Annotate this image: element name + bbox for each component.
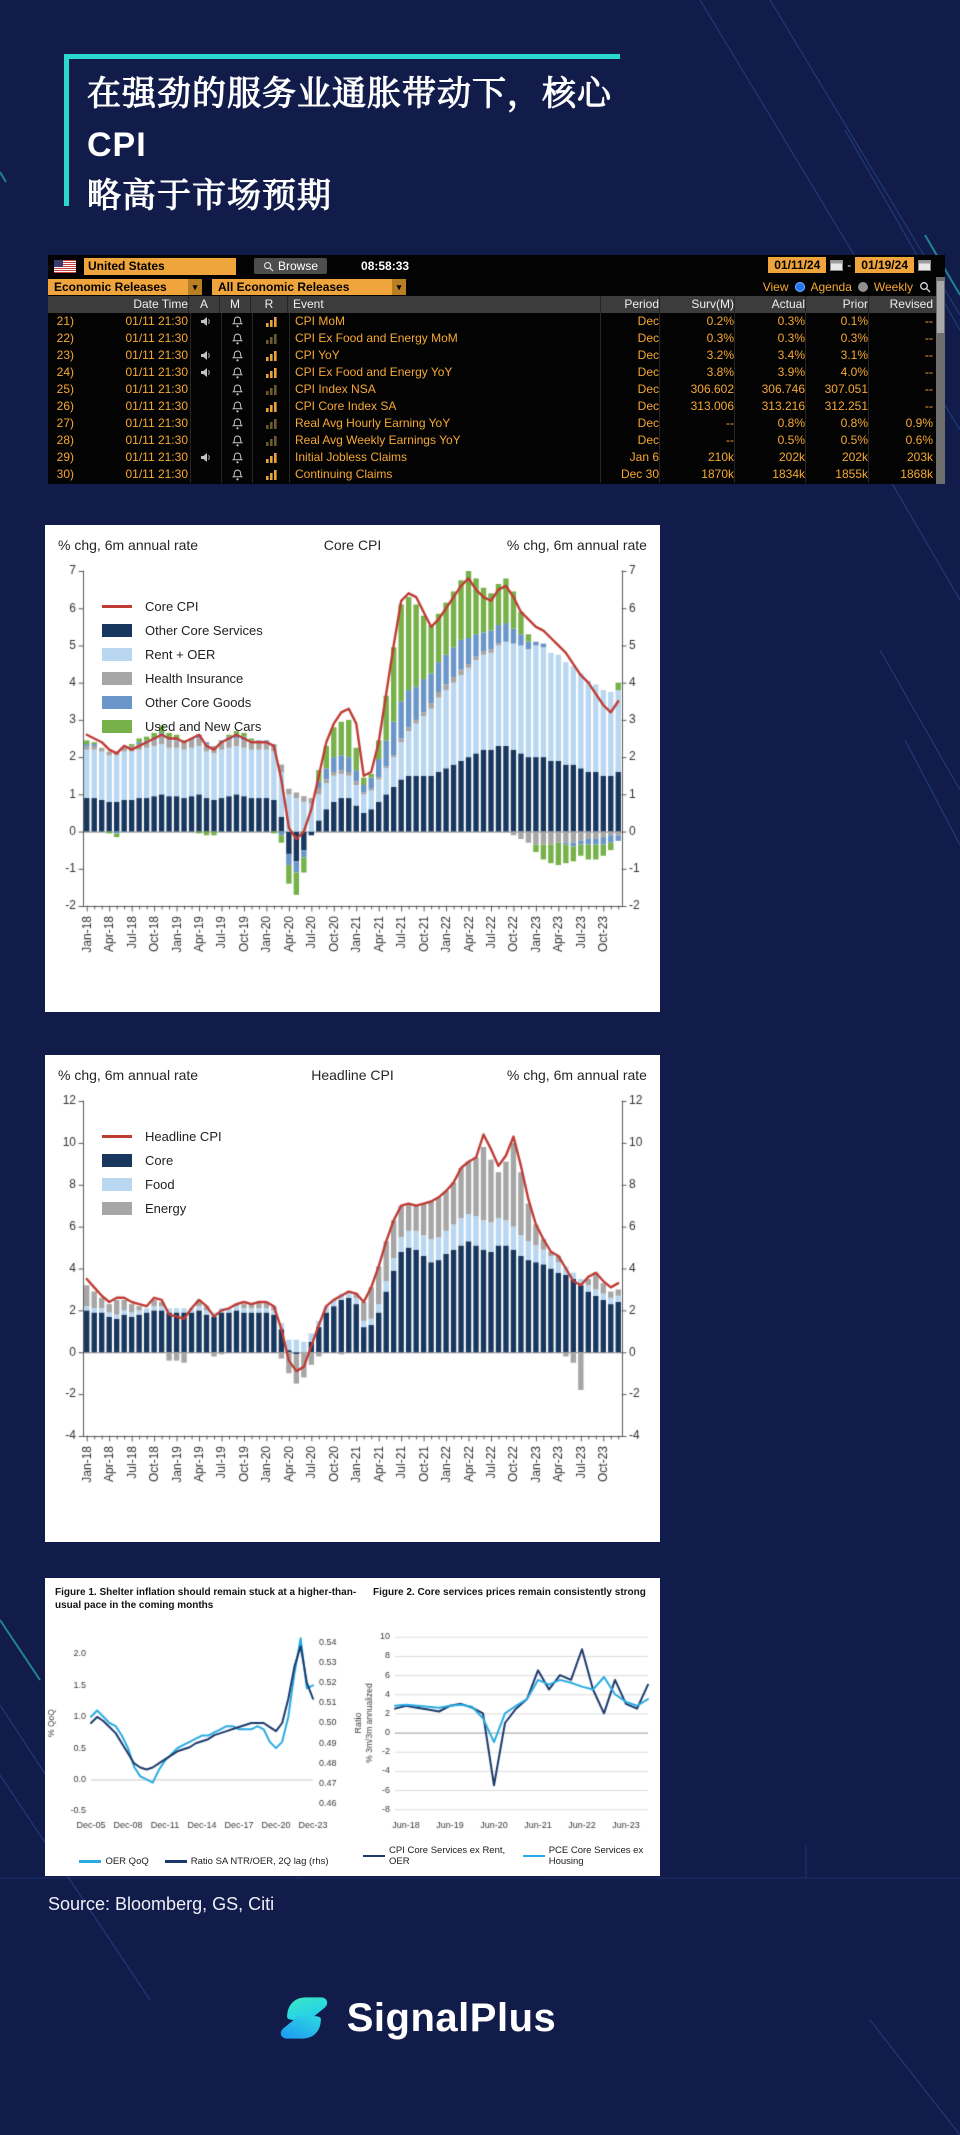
period-value: Dec — [600, 330, 659, 347]
legend-item — [102, 647, 263, 662]
legend-label: Rent + OER — [145, 647, 216, 662]
date-to-field[interactable]: 01/19/24 — [855, 257, 914, 273]
view-mode-controls — [763, 280, 931, 294]
terminal-filterbar — [48, 277, 945, 296]
table-row[interactable] — [48, 347, 945, 364]
row-number: 30) — [56, 467, 74, 481]
y-axis-label-left: % chg, 6m annual rate — [58, 1067, 199, 1083]
legend-label: Core — [145, 1153, 174, 1168]
view-label: View — [762, 279, 789, 294]
column-header-event[interactable]: Event — [287, 296, 600, 313]
vertical-scrollbar[interactable] — [936, 277, 945, 484]
row-number: 23) — [56, 348, 74, 362]
chart-title: Headline CPI — [311, 1067, 394, 1083]
release-type-select[interactable]: Economic Releases ▾ — [48, 279, 202, 295]
date-separator: - — [847, 258, 852, 272]
event-name: CPI MoM — [289, 313, 600, 330]
table-row[interactable] — [48, 364, 945, 381]
period-value: Jan 6 — [600, 449, 659, 466]
legend-label: Ratio SA NTR/OER, 2Q lag (rhs) — [190, 1856, 329, 1867]
legend-label: CPI Core Services ex Rent, OER — [389, 1845, 506, 1867]
column-header-surv[interactable]: Surv(M) — [659, 296, 734, 313]
row-number: 21) — [56, 314, 74, 328]
actual-value: 0.5% — [734, 432, 805, 449]
legend-swatch — [102, 696, 132, 709]
period-value: Dec — [600, 313, 659, 330]
column-header-datetime[interactable]: Date Time — [133, 297, 188, 311]
actual-value: 306.746 — [734, 381, 805, 398]
bell-icon — [232, 367, 243, 379]
search-icon[interactable] — [919, 281, 931, 293]
prior-value: 202k — [805, 449, 868, 466]
prior-value: 3.1% — [805, 347, 868, 364]
legend-swatch — [102, 1202, 132, 1215]
legend-item — [102, 1201, 222, 1216]
event-name: Real Avg Weekly Earnings YoY — [289, 432, 600, 449]
legend-item — [165, 1856, 329, 1867]
bell-icon — [232, 452, 243, 464]
speaker-icon — [200, 350, 212, 361]
prior-value: 307.051 — [805, 381, 868, 398]
row-number: 25) — [56, 382, 74, 396]
row-number: 27) — [56, 416, 74, 430]
actual-value: 313.216 — [734, 398, 805, 415]
row-number: 26) — [56, 399, 74, 413]
us-flag-icon — [54, 260, 76, 273]
figure2-core-services — [363, 1578, 660, 1876]
report-title-block — [64, 54, 639, 222]
row-datetime: 01/11 21:30 — [125, 433, 188, 447]
column-header-a[interactable]: A — [188, 296, 219, 313]
figure-title: Figure 2. Core services prices remain consistently strong — [373, 1587, 646, 1598]
speaker-icon — [200, 452, 212, 463]
legend-label: Other Core Goods — [145, 695, 252, 710]
calendar-icon[interactable] — [918, 259, 931, 271]
table-row[interactable] — [48, 398, 945, 415]
chart-legend — [102, 599, 263, 734]
legend-label: Energy — [145, 1201, 187, 1216]
legend-swatch — [102, 720, 132, 733]
prior-value: 1855k — [805, 466, 868, 483]
clock-time: 08:58:33 — [361, 259, 410, 273]
event-name: CPI YoY — [289, 347, 600, 364]
brand-name: SignalPlus — [346, 1995, 557, 2040]
table-row[interactable] — [48, 330, 945, 347]
bar-chart-icon — [265, 350, 278, 361]
legend-item — [523, 1845, 660, 1867]
bell-icon — [232, 316, 243, 328]
row-datetime: 01/11 21:30 — [125, 450, 188, 464]
survey-value: -- — [659, 415, 734, 432]
headline-cpi-chart-panel — [45, 1055, 660, 1542]
bell-icon — [232, 469, 243, 481]
calendar-icon[interactable] — [830, 259, 843, 271]
actual-value: 0.8% — [734, 415, 805, 432]
bell-icon — [232, 418, 243, 430]
table-row[interactable] — [48, 313, 945, 330]
bar-chart-icon — [265, 435, 278, 446]
legend-swatch — [102, 672, 132, 685]
table-row[interactable] — [48, 449, 945, 466]
figure2-canvas — [363, 1622, 660, 1848]
y-axis-label-right: % chg, 6m annual rate — [506, 1067, 647, 1083]
figure-title: Figure 1. Shelter inflation should remain stuck at a higher-than-usual pace in the coming months — [55, 1587, 357, 1611]
figure1-canvas — [45, 1622, 363, 1848]
brand-logo — [0, 1988, 895, 2048]
event-name: CPI Ex Food and Energy MoM — [289, 330, 600, 347]
legend-item — [102, 599, 263, 614]
date-range — [768, 257, 931, 273]
column-header-revised[interactable]: Revised — [868, 296, 945, 313]
bar-chart-icon — [265, 316, 278, 327]
row-number: 29) — [56, 450, 74, 464]
event-name: Real Avg Hourly Earning YoY — [289, 415, 600, 432]
revised-value: -- — [868, 381, 945, 398]
prior-value: 0.5% — [805, 432, 868, 449]
row-number: 24) — [56, 365, 74, 379]
legend-swatch — [102, 624, 132, 637]
figure-legend — [45, 1856, 363, 1867]
period-value: Dec — [600, 347, 659, 364]
column-header-m[interactable]: M — [219, 296, 250, 313]
row-datetime: 01/11 21:30 — [125, 348, 188, 362]
column-header-prior[interactable]: Prior — [805, 296, 868, 313]
date-from-field[interactable]: 01/11/24 — [768, 257, 826, 273]
legend-label: Core CPI — [145, 599, 199, 614]
actual-value: 1834k — [734, 466, 805, 483]
page-title-line2: 略高于市场预期 — [87, 177, 332, 215]
legend-item — [102, 695, 263, 710]
legend-swatch — [102, 605, 132, 608]
legend-swatch — [363, 1855, 385, 1858]
source-note: Source: Bloomberg, GS, Citi — [48, 1894, 275, 1914]
agenda-label: Agenda — [810, 279, 852, 294]
row-datetime: 01/11 21:30 — [125, 331, 188, 345]
table-row[interactable] — [48, 415, 945, 432]
survey-value: -- — [659, 432, 734, 449]
survey-value: 0.2% — [659, 313, 734, 330]
country-field[interactable]: United States — [84, 258, 236, 275]
period-value: Dec — [600, 364, 659, 381]
search-icon — [263, 261, 274, 272]
legend-swatch — [79, 1860, 101, 1863]
revised-value: 203k — [868, 449, 945, 466]
bell-icon — [232, 333, 243, 345]
event-name: CPI Core Index SA — [289, 398, 600, 415]
row-datetime: 01/11 21:30 — [125, 467, 188, 481]
survey-value: 3.2% — [659, 347, 734, 364]
survey-value: 210k — [659, 449, 734, 466]
terminal-topbar — [48, 255, 945, 277]
legend-swatch — [165, 1860, 187, 1863]
actual-value: 3.9% — [734, 364, 805, 381]
legend-label: Used and New Cars — [145, 719, 262, 734]
figure-legend — [363, 1845, 660, 1867]
prior-value: 4.0% — [805, 364, 868, 381]
row-datetime: 01/11 21:30 — [125, 399, 188, 413]
legend-swatch — [102, 1178, 132, 1191]
table-row[interactable] — [48, 466, 945, 483]
y-axis-label-left: % chg, 6m annual rate — [58, 537, 199, 553]
speaker-icon — [200, 316, 212, 327]
bell-icon — [232, 435, 243, 447]
y-axis-label-right: % chg, 6m annual rate — [506, 537, 647, 553]
survey-value: 0.3% — [659, 330, 734, 347]
row-number: 28) — [56, 433, 74, 447]
revised-value: -- — [868, 347, 945, 364]
revised-value: 0.6% — [868, 432, 945, 449]
period-value: Dec — [600, 398, 659, 415]
chart-title: Core CPI — [323, 537, 382, 553]
row-datetime: 01/11 21:30 — [125, 314, 188, 328]
chevron-down-icon: ▾ — [188, 279, 202, 295]
row-number: 22) — [56, 331, 74, 345]
bell-icon — [232, 350, 243, 362]
period-value: Dec — [600, 381, 659, 398]
legend-swatch — [102, 1135, 132, 1138]
event-name: CPI Ex Food and Energy YoY — [289, 364, 600, 381]
revised-value: 1868k — [868, 466, 945, 483]
prior-value: 0.1% — [805, 313, 868, 330]
revised-value: -- — [868, 398, 945, 415]
survey-value: 306.602 — [659, 381, 734, 398]
bar-chart-icon — [265, 384, 278, 395]
page-title-line1: 在强劲的服务业通胀带动下，核心 CPI — [87, 75, 612, 164]
revised-value: -- — [868, 330, 945, 347]
legend-label: Health Insurance — [145, 671, 244, 686]
bar-chart-icon — [265, 469, 278, 480]
row-datetime: 01/11 21:30 — [125, 416, 188, 430]
weekly-label: Weekly — [873, 279, 913, 294]
title-accent-rule — [64, 54, 620, 59]
title-accent-side — [64, 54, 69, 206]
event-name: Continuing Claims — [289, 466, 600, 483]
revised-value: 0.9% — [868, 415, 945, 432]
chart-legend — [102, 1129, 222, 1216]
bar-chart-icon — [265, 452, 278, 463]
legend-item — [79, 1856, 148, 1867]
prior-value: 0.3% — [805, 330, 868, 347]
bloomberg-terminal-panel — [48, 255, 945, 484]
event-name: CPI Index NSA — [289, 381, 600, 398]
row-datetime: 01/11 21:30 — [125, 365, 188, 379]
legend-item — [102, 719, 263, 734]
weekly-radio[interactable] — [858, 282, 868, 292]
prior-value: 312.251 — [805, 398, 868, 415]
survey-value: 1870k — [659, 466, 734, 483]
period-value: Dec — [600, 432, 659, 449]
legend-item — [102, 671, 263, 686]
speaker-icon — [200, 367, 212, 378]
row-datetime: 01/11 21:30 — [125, 382, 188, 396]
bell-icon — [232, 401, 243, 413]
actual-value: 202k — [734, 449, 805, 466]
chevron-down-icon: ▾ — [392, 279, 406, 295]
actual-value: 0.3% — [734, 313, 805, 330]
legend-label: Food — [145, 1177, 175, 1192]
legend-label: OER QoQ — [105, 1856, 149, 1867]
bar-chart-icon — [265, 333, 278, 344]
scrollbar-thumb[interactable] — [937, 281, 944, 333]
agenda-radio[interactable] — [795, 282, 805, 292]
revised-value: -- — [868, 364, 945, 381]
bell-icon — [232, 384, 243, 396]
legend-swatch — [102, 648, 132, 661]
signalplus-logo-icon — [274, 1988, 334, 2048]
figure1-shelter-inflation — [45, 1578, 363, 1876]
table-row[interactable] — [48, 432, 945, 449]
revised-value: -- — [868, 313, 945, 330]
legend-label: Headline CPI — [145, 1129, 222, 1144]
legend-swatch — [102, 1154, 132, 1167]
legend-item — [102, 1153, 222, 1168]
bar-chart-icon — [265, 367, 278, 378]
survey-value: 313.006 — [659, 398, 734, 415]
bar-chart-icon — [265, 418, 278, 429]
figures-panel — [45, 1578, 660, 1876]
period-value: Dec — [600, 415, 659, 432]
actual-value: 3.4% — [734, 347, 805, 364]
legend-label: PCE Core Services ex Housing — [548, 1845, 644, 1867]
legend-item — [363, 1845, 507, 1867]
table-row[interactable] — [48, 381, 945, 398]
column-header-period[interactable]: Period — [600, 296, 659, 313]
legend-item — [102, 1129, 222, 1144]
legend-label: Other Core Services — [145, 623, 263, 638]
event-name: Initial Jobless Claims — [289, 449, 600, 466]
terminal-rows — [48, 313, 945, 483]
prior-value: 0.8% — [805, 415, 868, 432]
core-cpi-chart-panel — [45, 525, 660, 1012]
browse-button[interactable]: Browse — [254, 258, 327, 274]
actual-value: 0.3% — [734, 330, 805, 347]
bar-chart-icon — [265, 401, 278, 412]
period-value: Dec 30 — [600, 466, 659, 483]
column-header-r[interactable]: R — [250, 296, 287, 313]
survey-value: 3.8% — [659, 364, 734, 381]
column-header-actual[interactable]: Actual — [734, 296, 805, 313]
table-header-row — [48, 296, 945, 313]
legend-item — [102, 1177, 222, 1192]
release-filter-select[interactable]: All Economic Releases ▾ — [212, 279, 406, 295]
legend-item — [102, 623, 263, 638]
legend-swatch — [523, 1855, 545, 1858]
